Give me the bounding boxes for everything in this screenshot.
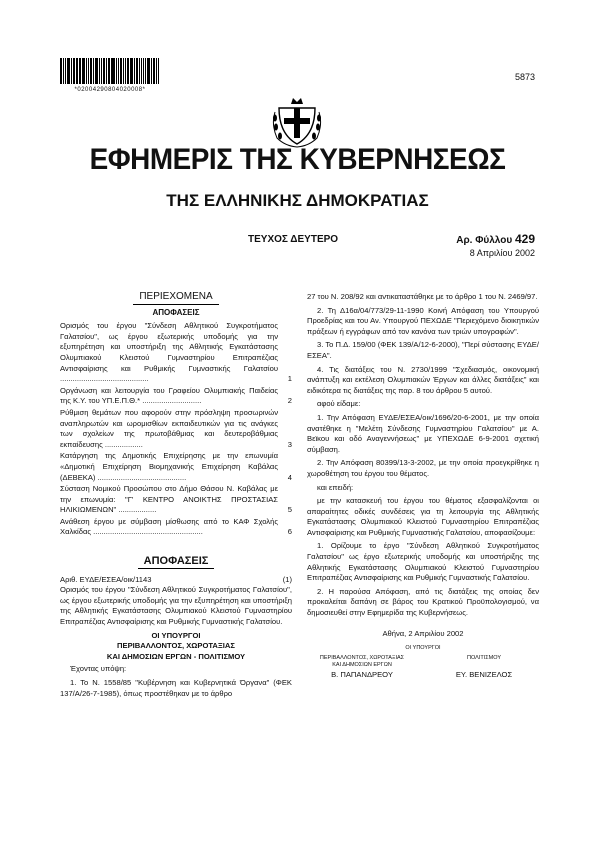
greek-coat-of-arms-icon	[271, 94, 323, 148]
sheet-number	[456, 232, 535, 246]
sheet-number-value: 429	[514, 232, 535, 246]
toc-item: Οργάνωση και λειτουργία του Γραφείου Ολυμπιακής Παιδείας της Κ.Υ. του ΥΠ.Ε.Π.Θ.* ............................ 2	[60, 385, 292, 406]
and-since-label: και επειδή:	[317, 482, 354, 492]
barcode	[60, 58, 160, 84]
contents-heading: ΠΕΡΙΕΧΟΜΕΝΑ	[60, 292, 292, 305]
decision-reference: Αριθ. ΕΥΔΕ/ΕΣΕΑ/οικ/1143 (1)	[60, 574, 292, 584]
considering-label: Έχοντας υπόψη:	[70, 664, 127, 674]
decision-point: 1. Το Ν. 1558/85 "Κυβέρνηση και Κυβερνητικά Όργανα" (ΦΕΚ 137/Α/26-7-1985), όπως προστέθηκαν με το άρθρο	[60, 678, 292, 698]
decision-point: 2. Η παρούσα Απόφαση, από τις διατάξεις της οποίας δεν προκαλείται δαπάνη σε βάρος του Κρατικού Προϋπολογισμού, να δημοσιευθεί στην Εφημερίδα της Κυβερνήσεως.	[307, 586, 539, 618]
signature-block: ΠΟΛΙΤΙΣΜΟΥ ΕΥ. ΒΕΝΙΖΕΛΟΣ	[429, 655, 539, 678]
decision-point: 1. Ορίζουμε το έργο "Σύνδεση Αθλητικού Συγκροτήματος Γαλατσίου" ως έργο εξωτερικής υποδομής και υποστήριξης της Αθλητικής Εγκατάστασης Ολυμπιακού Κλειστού Γυμναστηρίου Επιτραπέζιας Αντισφαίρισης και Ρυθμικής Γυμναστικής Γαλατσίου.	[307, 541, 539, 583]
left-column	[60, 292, 292, 702]
sheet-label: Αρ. Φύλλου	[456, 235, 513, 246]
right-column	[307, 292, 539, 678]
toc-item: Ορισμός του έργου "Σύνδεση Αθλητικού Συγκροτήματος Γαλατσίου", ως έργου εξωτερικής υποδομής για την εξυπηρέτηση και υποστήριξη της Αθλητικής Εγκατάστασης Ολυμπιακού Κλειστού Γυμναστηρίου Επιτραπέζιας Αντισφαίρισης και Ρυθμικής Γυμναστικής Γαλατσίου .......................................... 1	[60, 321, 292, 384]
gazette-subtitle: ΤΗΣ ΕΛΛΗΝΙΚΗΣ ΔΗΜΟΚΡΑΤΙΑΣ	[166, 191, 429, 210]
decisions-heading: ΑΠΟΦΑΣΕΙΣ	[60, 556, 292, 569]
place-date: Αθήνα, 2 Απριλίου 2002	[382, 628, 464, 638]
issue-date: 8 Απριλίου 2002	[469, 248, 535, 258]
contents-section: ΑΠΟΦΑΣΕΙΣ	[152, 307, 200, 317]
decision-point: 1. Την Απόφαση ΕΥΔΕ/ΕΣΕΑ/οικ/1696/20-6-2001, με την οποία ανατέθηκε η "Μελέτη Σύνδεσης Γυμναστηρίου Γαλατσίου" με Α. Βεϊκου και οδό Αναγεννήσεως" με ΥΠΕΧΩΔΕ 6-9-2001 σχετική σύμβαση.	[307, 412, 539, 454]
decision-point: 2. Την Απόφαση 80399/13-3-2002, με την οποία προεγκρίθηκε η χωροθέτηση του έργου του θέματος.	[307, 458, 539, 478]
having-seen-label: αφού είδαμε:	[317, 399, 361, 409]
decision-point: με την κατασκευή του έργου του θέματος εξασφαλίζονται οι απαραίτητες οδικές συνδέσεις για τη λειτουργία της Αθλητικής Εγκατάστασης Ολυμπιακού Κλειστού Γυμναστηρίου Επιτραπέζιας Αντισφαίρισης και Ρυθμικής Γυμναστικής Γαλατσίου, αποφασίζουμε:	[307, 496, 539, 537]
page-number: 5873	[514, 72, 535, 82]
ministers-heading: ΟΙ ΥΠΟΥΡΓΟΙ ΠΕΡΙΒΑΛΛΟΝΤΟΣ, ΧΩΡΟΤΑΞΙΑΣ ΚΑΙ ΔΗΜΟΣΙΩΝ ΕΡΓΩΝ - ΠΟΛΙΤΙΣΜΟΥ	[106, 630, 246, 661]
decision-point: 2. Τη Δ16α/04/773/29-11-1990 Κοινή Απόφαση του Υπουργού Προεδρίας και του Αν. Υπουργού ΠΕΧΩΔΕ "Περιεχόμενο διοικητικών πράξεων ή εγγράφων από τον κανόνα των τριών υπογραφών".	[307, 305, 539, 336]
toc-item: Ανάθεση έργου με σύμβαση μίσθωσης από το ΚΑΦ Σχολής Χαλκίδας .................................................... 6	[60, 516, 292, 537]
gazette-title: ΕΦΗΜΕΡΙΣ ΤΗΣ ΚΥΒΕΡΝΗΣΕΩΣ	[89, 143, 506, 176]
signatures	[307, 645, 539, 678]
decision-intro: Ορισμός του έργου "Σύνδεση Αθλητικού Συγκροτήματος Γαλατσίου", ως έργου εξωτερικής υποδομής για την εξυπηρέτηση και υποστήριξη της Αθλητικής Εγκατάστασης Ολυμπιακού Κλειστού Γυμναστηρίου Επιτραπέζιας Αντισφαίρισης και Ρυθμικής Γυμναστικής Γαλατσίου.	[60, 585, 292, 627]
toc-item: Σύσταση Νομικού Προσώπου στο Δήμο Θάσου Ν. Καβάλας με την επωνυμία: "Γ' ΚΕΝΤΡΟ ΑΝΟΙΚΤΗΣ ΠΡΟΣΤΑΣΙΑΣ ΗΛΙΚΙΩΜΕΝΩΝ" .................. 5	[60, 484, 292, 515]
issue-label: ΤΕΥΧΟΣ ΔΕΥΤΕΡΟ	[248, 234, 339, 245]
signatory-name: Β. ΠΑΠΑΝΔΡΕΟΥ	[331, 670, 393, 680]
decision-point: 27 του Ν. 208/92 και αντικαταστάθηκε με το άρθρο 1 του Ν. 2469/97.	[307, 292, 538, 301]
signatures-heading: ΟΙ ΥΠΟΥΡΓΟΙ	[405, 645, 441, 652]
barcode-number: *02004290804020008*	[74, 87, 146, 93]
decision-point: 4. Τις διατάξεις του Ν. 2730/1999 "Σχεδιασμός, οικονομική ανάπτυξη και εκτέλεση Ολυμπιακών Έργων και άλλες διατάξεις" και ειδικότερα τις διατάξεις της παρ. 8 του άρθρου 5 αυτού.	[307, 364, 539, 395]
signatory-name: ΕΥ. ΒΕΝΙΖΕΛΟΣ	[455, 670, 513, 680]
toc-item: Κατάργηση της Δημοτικής Επιχείρησης με την επωνυμία «Δημοτική Επιχείρηση Βιομηχανικής Επιχείρηση Καβάλας (ΔΕΒΕΚΑ) .......................................... 4	[60, 451, 292, 482]
decision-point: 3. Το Π.Δ. 159/00 (ΦΕΚ 139/Α/12-6-2000), "Περί σύστασης ΕΥΔΕ/ΕΣΕΑ".	[307, 340, 539, 360]
toc-item: Ρύθμιση θεμάτων που αφορούν στην πρόσληψη προσωρινών αναπληρωτών και ωρομισθίων εκπαιδευτικών για τις ανάγκες των σχολείων της πρωτοβάθμιας και δευτεροβάθμιας εκπαίδευσης .................. 3	[60, 407, 292, 449]
signature-block: ΠΕΡΙΒΑΛΛΟΝΤΟΣ, ΧΩΡΟΤΑΞΙΑΣ ΚΑΙ ΔΗΜΟΣΙΩΝ ΕΡΓΩΝ Β. ΠΑΠΑΝΔΡΕΟΥ	[307, 655, 417, 678]
